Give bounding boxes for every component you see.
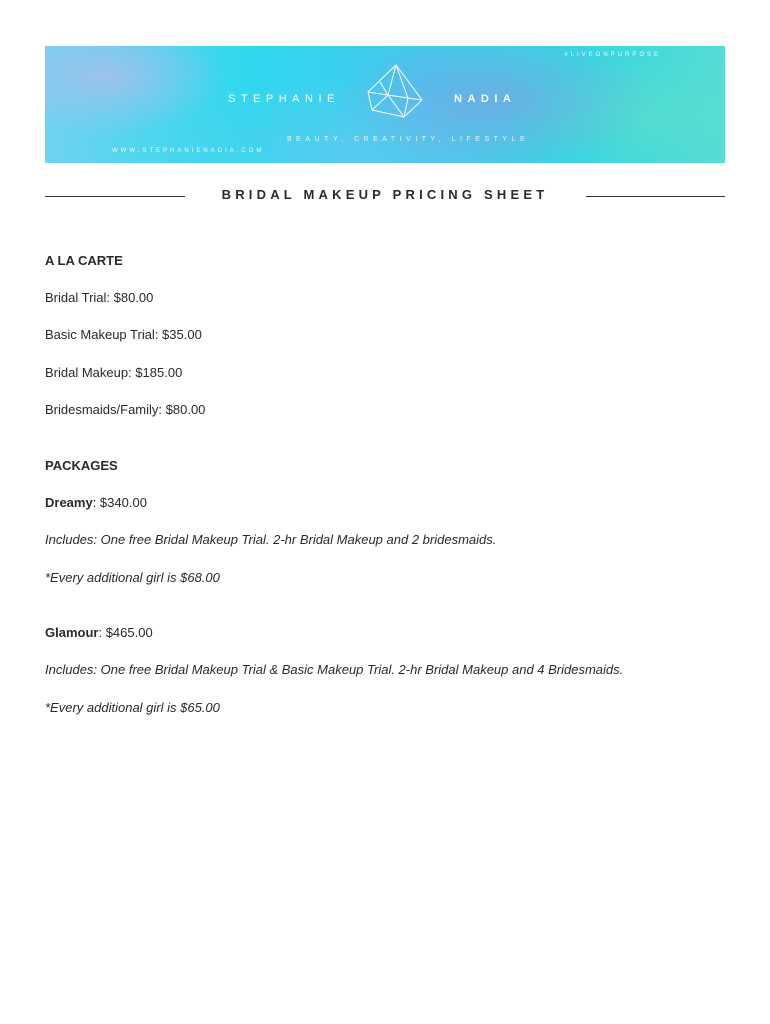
brand-tagline: BEAUTY, CREATIVITY, LIFESTYLE	[287, 136, 530, 143]
a-la-carte-heading: A LA CARTE	[45, 253, 123, 268]
package-dreamy-price: : $340.00	[92, 495, 147, 510]
package-dreamy-title	[45, 495, 147, 510]
brand-last-name: NADIA	[454, 93, 517, 105]
page-title: BRIDAL MAKEUP PRICING SHEET	[221, 187, 549, 202]
brand-first-name: STEPHANIE	[228, 93, 340, 105]
packages-heading: PACKAGES	[45, 458, 118, 473]
package-dreamy-name: Dreamy	[45, 495, 93, 510]
website-url: WWW.STEPHANIENADIA.COM	[112, 148, 265, 154]
package-glamour-price: : $465.00	[98, 625, 153, 640]
package-glamour-title	[45, 625, 153, 640]
price-item-basic-makeup-trial: Basic Makeup Trial: $35.00	[45, 327, 202, 342]
package-glamour-note: *Every additional girl is $65.00	[45, 700, 220, 715]
package-dreamy-note: *Every additional girl is $68.00	[45, 570, 220, 585]
title-rule-right	[586, 196, 725, 197]
geometric-gem-icon	[366, 62, 424, 120]
price-item-bridal-makeup: Bridal Makeup: $185.00	[45, 365, 183, 380]
package-glamour-includes: Includes: One free Bridal Makeup Trial & Basic Makeup Trial. 2-hr Bridal Makeup and 4 Bridesmaids.	[45, 662, 624, 677]
package-dreamy-includes: Includes: One free Bridal Makeup Trial. 2-hr Bridal Makeup and 2 bridesmaids.	[45, 532, 497, 547]
header-banner	[45, 46, 725, 163]
price-item-bridesmaids-family: Bridesmaids/Family: $80.00	[45, 402, 206, 417]
price-item-bridal-trial: Bridal Trial: $80.00	[45, 290, 154, 305]
package-glamour-name: Glamour	[45, 625, 99, 640]
hashtag-text: #LIVEONPURPOSE	[564, 52, 661, 58]
